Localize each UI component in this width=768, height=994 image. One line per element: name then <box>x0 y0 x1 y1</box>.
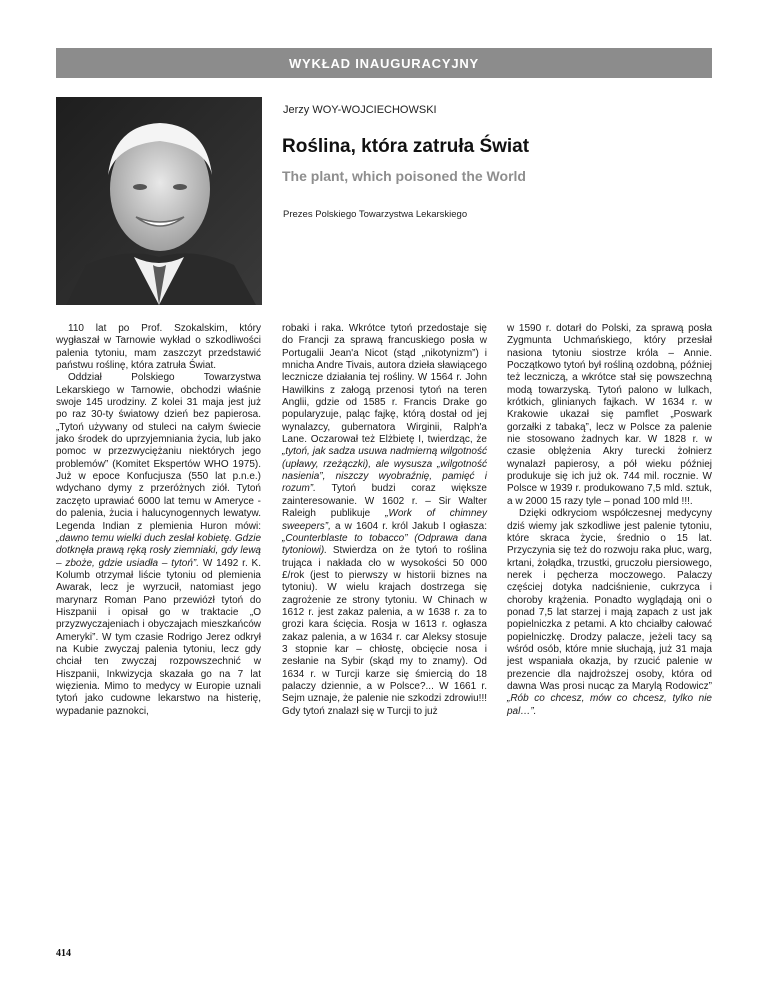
paragraph: w 1590 r. dotarł do Polski, za sprawą posła Zygmunta Uchmańskiego, który przesłał nasiona tytoniu siostrze króla – Annie. Początkowo tytoń był rośliną ozdobną, później też leczniczą, a wkrótce stał się powszechną modą towarzyską. Tytoń palono w lulkach, krótkich, glinianych fajkach. W 1634 r. w Krakowie ukazał się pamflet „Poswark gorzałki z tabaką”, lecz w Polsce za palenie nie stosowano żadnych kar. W 1828 r. w czasie oblężenia Akry turecki żołnierz wynalazł papierosy, a pół wieku później produkuje się ich już ok. 744 mil. rocznie. W Polsce w 1939 r. produkowano 7,5 mld. sztuk, a w 2000 15 razy tyle – ponad 100 mld !!!. <box>507 323 712 507</box>
section-banner: WYKŁAD INAUGURACYJNY <box>56 48 712 78</box>
paragraph <box>282 323 487 718</box>
text-column-3 <box>507 323 712 718</box>
text-run: Tytoń budzi coraz większe zainteresowanie. W 1602 r. – Sir Walter Raleigh publikuje <box>282 483 487 520</box>
paragraph <box>56 372 261 718</box>
italic-quote: „tytoń, jak sadza usuwa nadmierną wilgotność (upławy, rzeżączki), ale wysusza „wilgotność nasienia”, niszczy wyobraźnię, pamięć i rozum”. <box>282 446 487 495</box>
text-run: robaki i raka. Wkrótce tytoń przedostaje się do Francji za sprawą francuskiego posła w Portugalii Jean'a Nicot (stąd „nikotynizm”) i mnicha Andre Tivais, autora dzieła sławiącego lecznicze działania tej rośliny. W 1564 r. John Hawilkins z załogą przenosi tytoń na teren Anglii, gdzie od 1585 r. Francis Drake go popularyzuje, paląc fajkę, którą dostał od jej wynalazcy, gubernatora Wirginii, Ralph'a Lane. Oczarował też Elżbietę I, twierdząc, że <box>282 323 487 446</box>
author-name: Jerzy WOY-WOJCIECHOWSKI <box>283 104 437 116</box>
paragraph <box>507 508 712 718</box>
text-run: a w 1604 r. król Jakub I ogłasza: <box>330 520 487 532</box>
italic-quote: „Rób co chcesz, mów co chcesz, tylko nie pal…”. <box>507 693 712 717</box>
text-run: Oddział Polskiego Towarzystwa Lekarskiego w Tarnowie, obchodzi właśnie swoje 145 urodziny. Z kolei 31 maja jest już po raz 30-ty światowy dzień bez papierosa. „Tytoń używany od stuleci na całym świecie jako środek do uprzyjemniania życia, lub jako pomoc w przezwyciężaniu niektórych jego problemów” (Komitet Ekspertów WHO 1975). Już w epoce Konfucjusza (550 lat p.n.e.) wdychano dymy z przeróżnych ziół. Tytoń zaczęto uprawiać 6000 lat temu w Ameryce - do palenia, żucia i halucynogennych lewatyw. Legenda Indian z plemienia Huron mówi: <box>56 372 261 532</box>
text-column-2 <box>282 323 487 718</box>
article-subtitle: The plant, which poisoned the World <box>282 168 526 184</box>
author-photo <box>56 97 262 305</box>
text-run: W 1492 r. K. Kolumb otrzymał liście tytoniu od plemienia Awarak, lecz je wyrzucił, natomiast jego marynarz Roman Pano przewiózł tytoń do Hiszpanii i opisał go w traktacie „O przyzwyczajeniach i obyczajach mieszkańców Ameryki”. W tym czasie Rodrigo Jerez odkrył na Kubie zwyczaj palenia tytoniu, lecz gdy chciał ten zwyczaj rozpowszechnić w Hiszpanii, Inkwizycja skazała go na 7 lat więzienia. Mimo to medycy w Europie uznali tytoń jako cudowne lekarstwo na histerię, wypadanie paznokci, <box>56 557 261 717</box>
text-column-1 <box>56 323 261 718</box>
paragraph: 110 lat po Prof. Szokalskim, który wygłaszał w Tarnowie wykład o szkodliwości palenia tytoniu, mam zaszczyt przedstawić państwu roślinę, która zatruła Świat. <box>56 323 261 372</box>
italic-quote: „dawno temu wielki duch zesłał kobietę. Gdzie dotknęła prawą ręką rosły ziemniaki, gdy lewą – zboże, gdzie usiadła – tytoń”. <box>56 532 261 569</box>
text-run: Stwierdza on że tytoń to roślina trująca i nakłada cło w wysokości 50 000 £/rok (jest to pierwszy w historii biznes na tytoniu). W wielu krajach dostrzega się zagrożenie ze strony tytoniu. W Chinach w 1612 r. jest zakaz palenia, a w 1638 r. za to grozi kara ścięcia. Rosja w 1613 r. ogłasza zakaz palenia, a w 1634 r. car Aleksy stosuje 3 stopnie kar – chłostę, obcięcie nosa i zesłanie na Sybir (skąd my to znamy). Od 1634 r. w Turcji karze się śmiercią do 18 palaczy dziennie, a w Polsce?... W 1661 r. Sejm uznaje, że palenie nie szkodzi zdrowiu!!! Gdy tytoń znalazł się w Turcji to już <box>282 545 487 717</box>
italic-quote: „Work of chimney sweepers”, <box>282 508 487 532</box>
italic-quote: „Counterblaste to tobacco” (Odprawa dana tytoniowi). <box>282 532 487 557</box>
text-run: Dzięki odkryciom współczesnej medycyny dziś wiemy jak szkodliwe jest palenie tytoniu, które skraca życie, średnio o 15 lat. Przyczynia się też do rozwoju raka płuc, warg, krtani, żołądka, trzustki, gruczołu piersiowego, nerek i pęcherza moczowego. Palaczy częściej dotyka nadciśnienie, cukrzyca i choroby krążenia. Ponadto wyglądają oni o ponad 7,5 lat starzej i mają zapach z ust jak popielniczka z petami. A kto chciałby całować popielniczkę. Drodzy palacze, jeżeli tacy są wśród osób, które mnie słuchają, już 31 maja jest wspaniała okazja, by rzucić palenie w prezencie dla najdroższej osoby, która od dawna Was prosi nucąc za Marylą Rodowicz” <box>507 508 712 692</box>
author-affiliation: Prezes Polskiego Towarzystwa Lekarskiego <box>283 209 468 220</box>
page-number: 414 <box>56 948 71 959</box>
article-title: Roślina, która zatruła Świat <box>282 136 530 157</box>
